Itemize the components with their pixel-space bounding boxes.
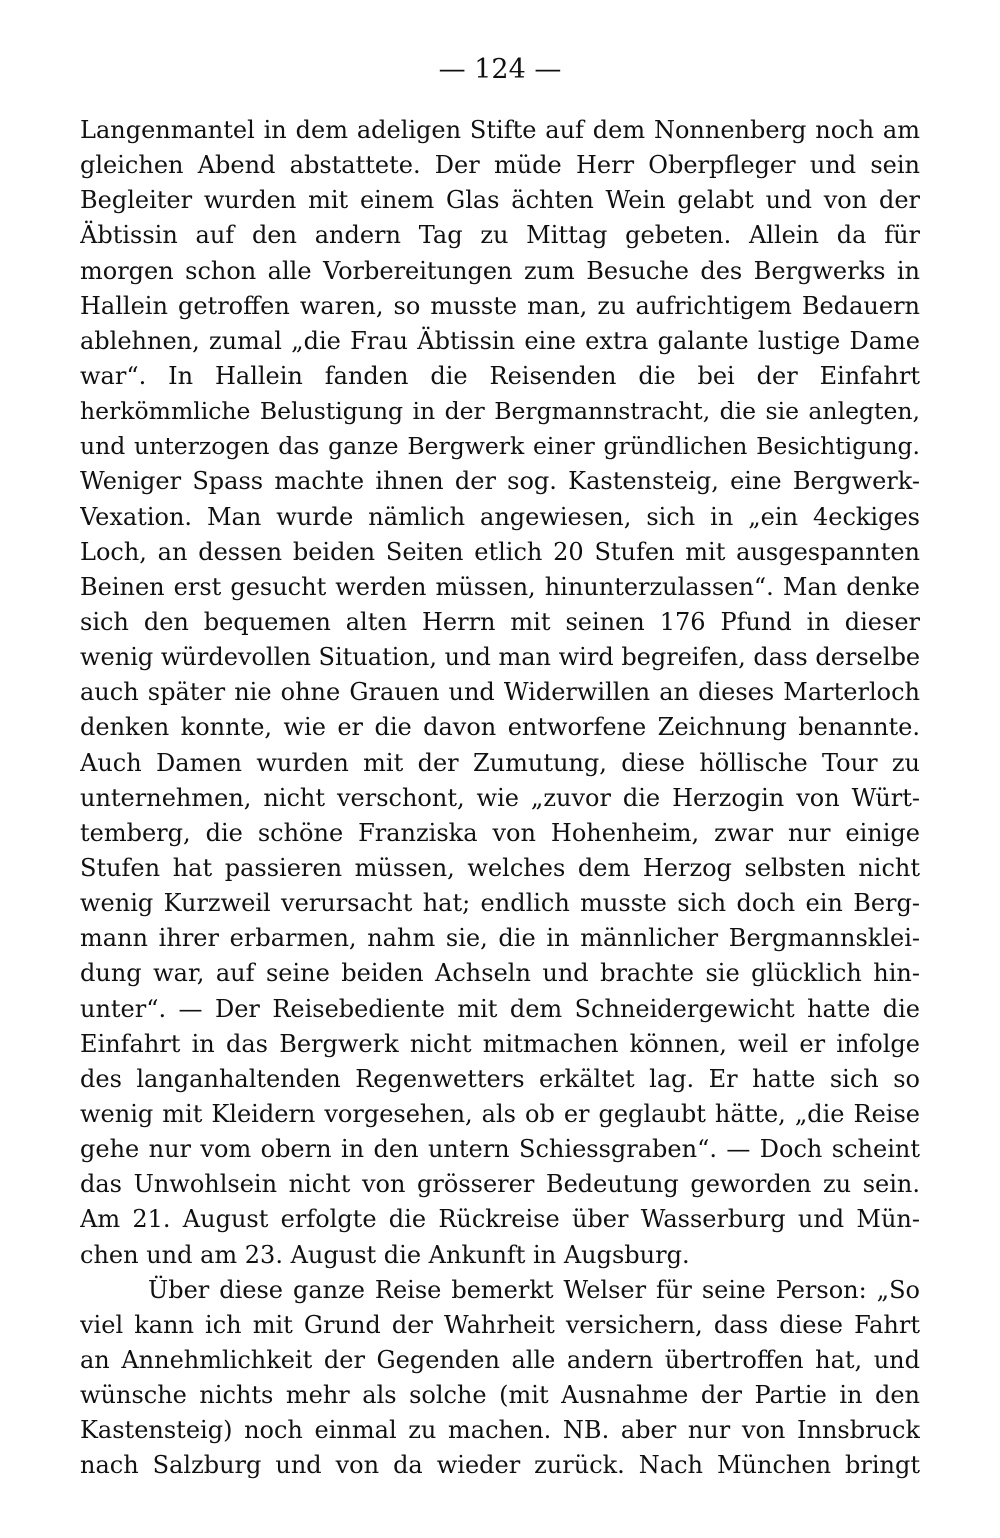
text-line: des langanhaltenden Regenwetters erkältet lag. Er hatte sich so	[80, 1064, 920, 1093]
text-line: viel kann ich mit Grund der Wahrheit versichern, dass diese Fahrt	[80, 1310, 920, 1339]
text-line: und unterzogen das ganze Bergwerk einer gründlichen Besichtigung.	[80, 432, 920, 461]
text-line: Loch, an dessen beiden Seiten etlich 20 Stufen mit ausgespannten	[80, 537, 920, 566]
text-line: wenig würdevollen Situation, und man wird begreifen, dass derselbe	[80, 643, 920, 672]
text-line: gleichen Abend abstattete. Der müde Herr Oberpfleger und sein	[80, 151, 920, 180]
text-line: Hallein getroffen waren, so musste man, zu aufrichtigem Bedauern	[80, 291, 920, 320]
text-line: Weniger Spass machte ihnen der sog. Kastensteig, eine Bergwerk-	[80, 467, 920, 496]
text-line: das Unwohlsein nicht von grösserer Bedeutung geworden zu sein.	[80, 1170, 920, 1199]
text-line: herkömmliche Belustigung in der Bergmannstracht, die sie anlegten,	[80, 397, 920, 426]
text-line: Äbtissin auf den andern Tag zu Mittag gebeten. Allein da für	[80, 221, 920, 250]
text-line: morgen schon alle Vorbereitungen zum Besuche des Bergwerks in	[80, 256, 920, 285]
text-line: unternehmen, nicht verschont, wie „zuvor die Herzogin von Würt-	[80, 783, 920, 812]
text-line: gehe nur vom obern in den untern Schiessgraben“. — Doch scheint	[80, 1135, 920, 1164]
text-line: wenig mit Kleidern vorgesehen, als ob er geglaubt hätte, „die Reise	[80, 1099, 920, 1128]
text-line: unter“. — Der Reisebediente mit dem Schneidergewicht hatte die	[80, 994, 920, 1023]
text-line: sich den bequemen alten Herrn mit seinen 176 Pfund in dieser	[80, 607, 920, 636]
page-number: — 124 —	[438, 54, 562, 85]
text-line: Am 21. August erfolgte die Rückreise über Wasserburg und Mün-	[80, 1205, 920, 1234]
text-line: Einfahrt in das Bergwerk nicht mitmachen können, weil er infolge	[80, 1029, 920, 1058]
text-line: denken konnte, wie er die davon entworfene Zeichnung benannte.	[80, 713, 920, 742]
text-line: Stufen hat passieren müssen, welches dem Herzog selbsten nicht	[80, 853, 920, 882]
text-line: Auch Damen wurden mit der Zumutung, diese höllische Tour zu	[80, 748, 920, 777]
text-line: temberg, die schöne Franziska von Hohenheim, zwar nur einige	[80, 818, 920, 847]
text-line: war“. In Hallein fanden die Reisenden die bei der Einfahrt	[80, 361, 920, 390]
text-line: dung war, auf seine beiden Achseln und brachte sie glücklich hin-	[80, 959, 920, 988]
text-line: Kastensteig) noch einmal zu machen. NB. aber nur von Innsbruck	[80, 1416, 920, 1445]
text-line: an Annehmlichkeit der Gegenden alle andern übertroffen hat, und	[80, 1345, 920, 1374]
body-text	[80, 113, 920, 1483]
text-line: Langenmantel in dem adeligen Stifte auf dem Nonnenberg noch am	[80, 116, 920, 144]
text-line: Vexation. Man wurde nämlich angewiesen, sich in „ein 4eckiges	[80, 502, 920, 531]
text-line: wenig Kurzweil verursacht hat; endlich musste sich doch ein Berg-	[80, 889, 920, 918]
text-line: Über diese ganze Reise bemerkt Welser für seine Person: „So	[148, 1275, 920, 1304]
text-line: Beinen erst gesucht werden müssen, hinunterzulassen“. Man denke	[80, 572, 920, 601]
text-line: ablehnen, zumal „die Frau Äbtissin eine extra galante lustige Dame	[80, 326, 920, 355]
text-line: Begleiter wurden mit einem Glas ächten Wein gelabt und von der	[80, 186, 920, 215]
text-line: nach Salzburg und von da wieder zurück. Nach München bringt	[80, 1451, 920, 1480]
text-line: chen und am 23. August die Ankunft in Augsburg.	[80, 1240, 690, 1269]
text-line: mann ihrer erbarmen, nahm sie, die in männlicher Bergmannsklei-	[80, 924, 920, 953]
text-line: wünsche nichts mehr als solche (mit Ausnahme der Partie in den	[80, 1381, 920, 1410]
text-line: auch später nie ohne Grauen und Widerwillen an dieses Marterloch	[80, 678, 920, 707]
